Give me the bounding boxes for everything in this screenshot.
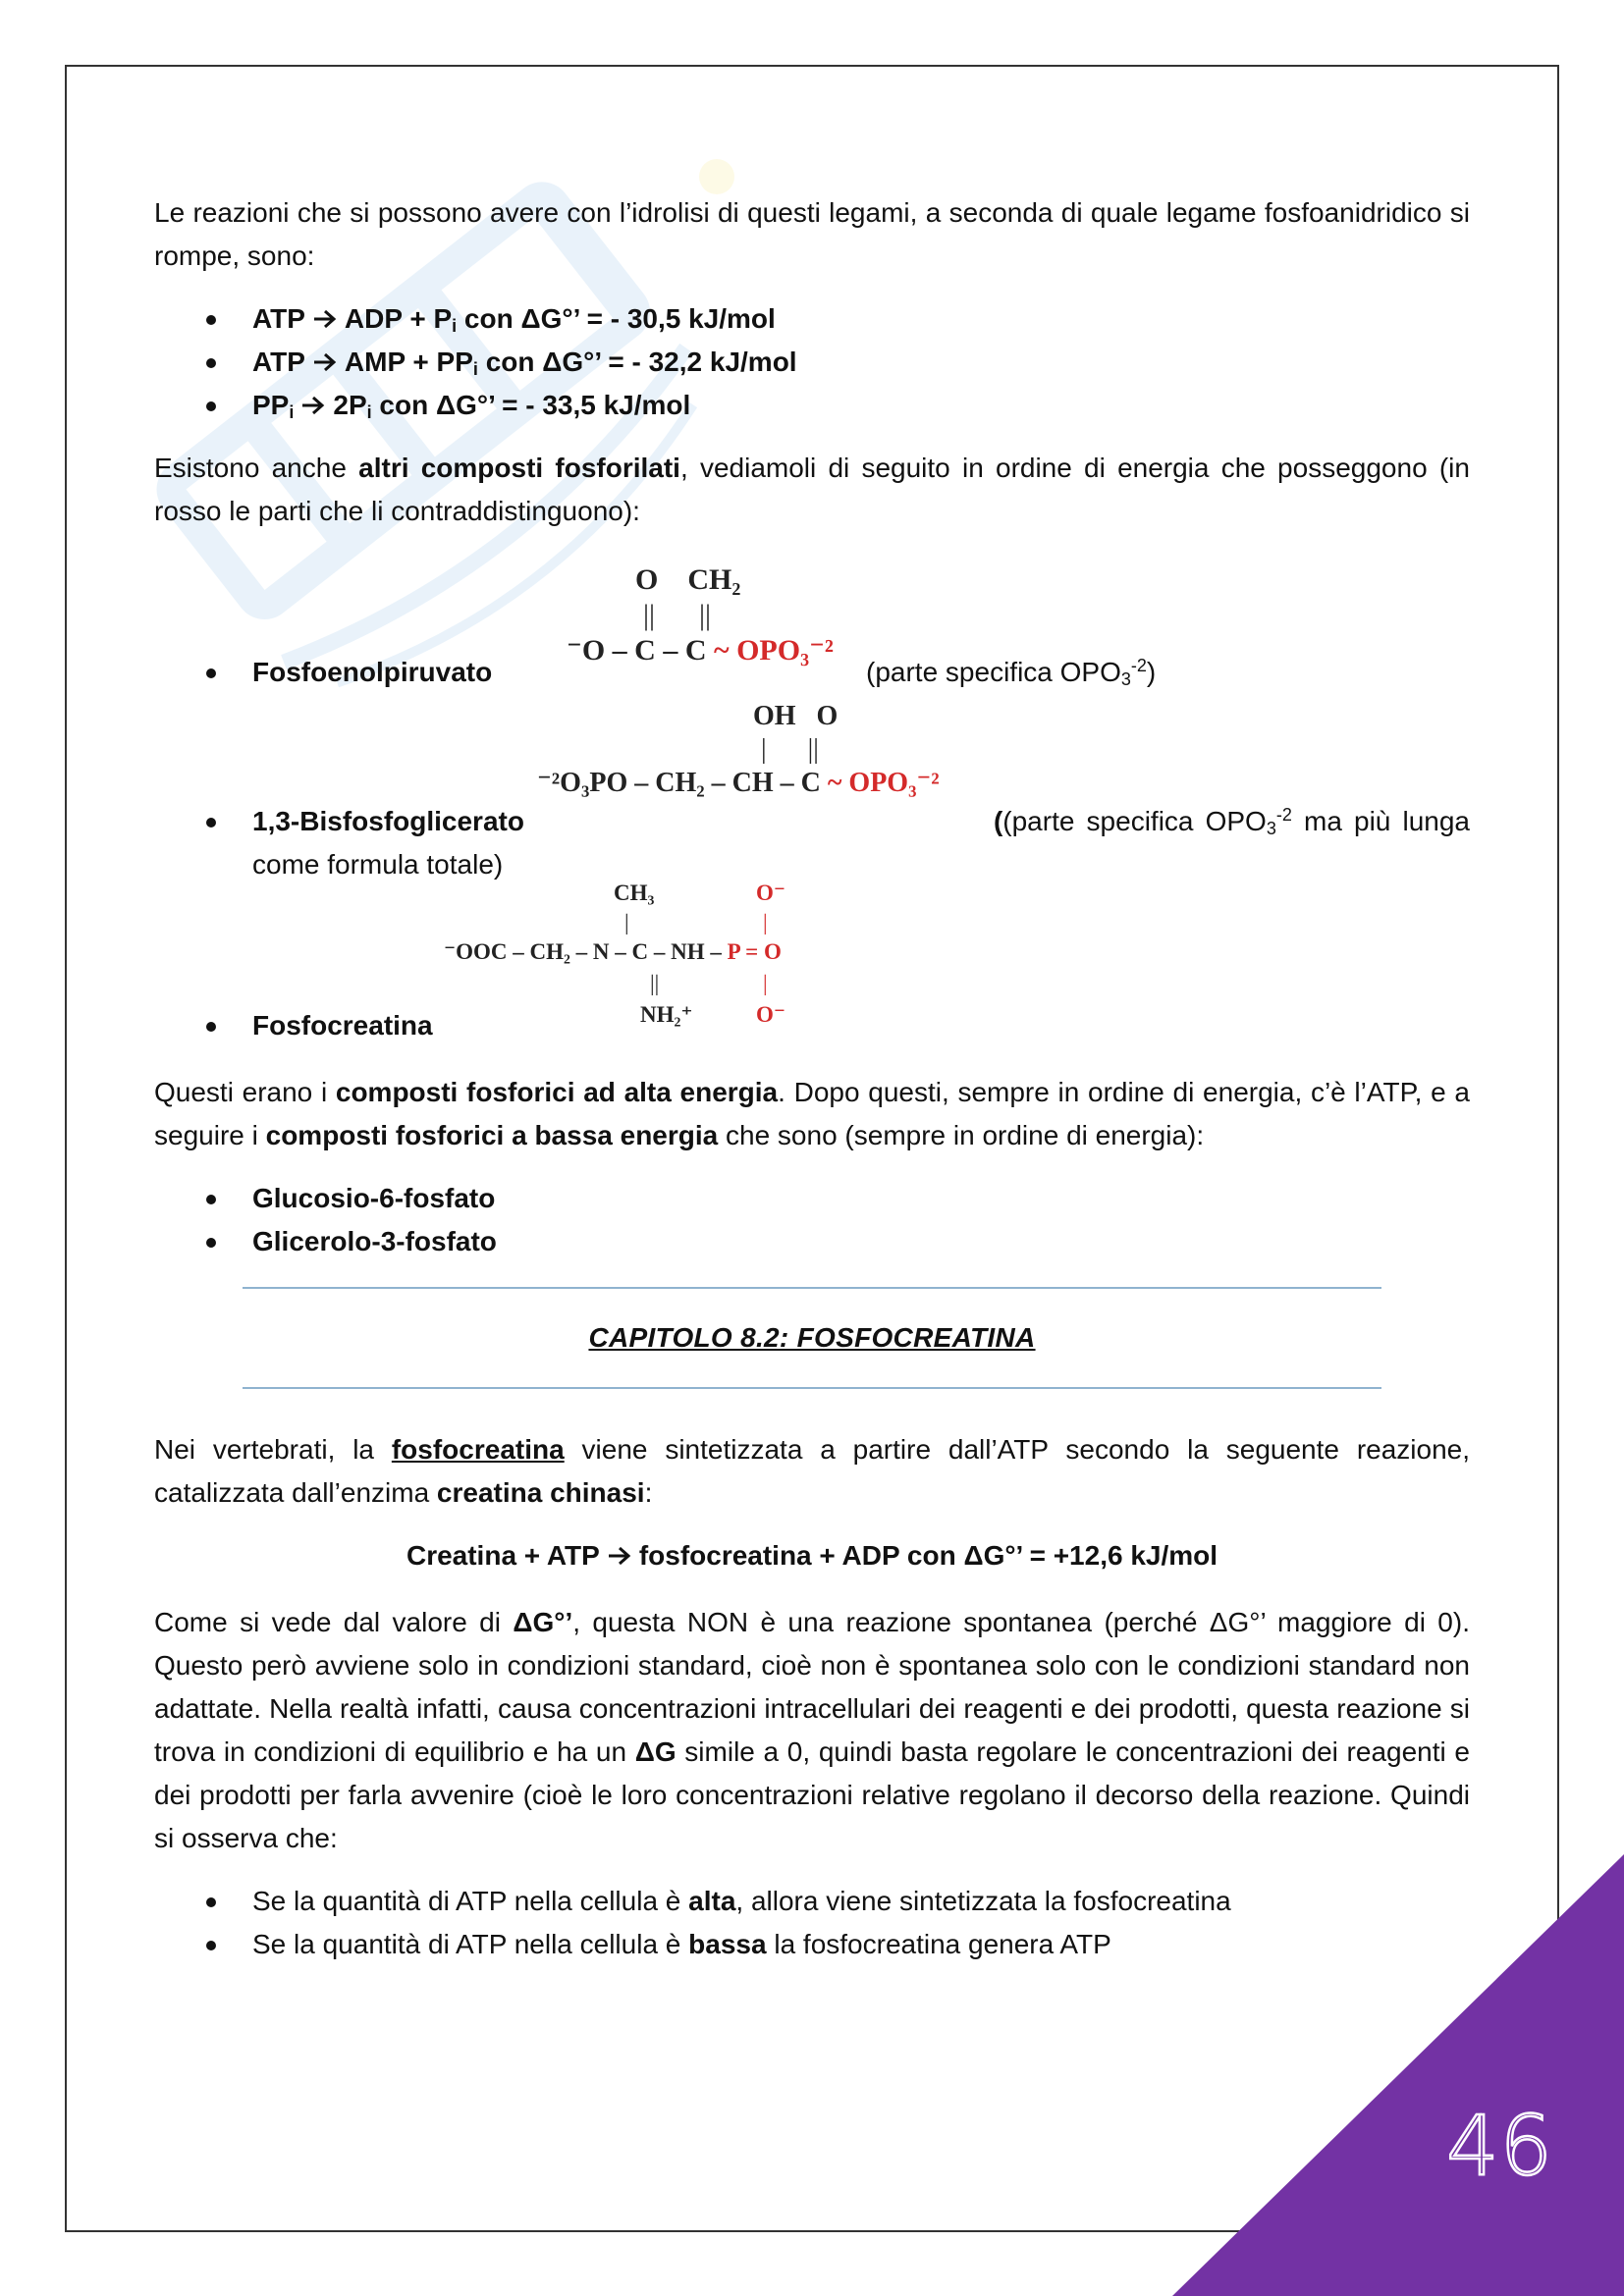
divider-top xyxy=(243,1287,1381,1289)
list-item: 1,3-Bisfosfoglicerato ((parte specifica $OPO_3^{-2}$ ma più lunga come formula totale) xyxy=(154,800,1470,886)
divider-bottom xyxy=(243,1387,1381,1389)
intro-paragraph: Le reazioni che si possono avere con l’idrolisi di questi legami, a seconda di quale legame fosfoanidridico si rompe, sono: xyxy=(154,197,1470,271)
list-item: Fosfocreatina xyxy=(154,1004,1470,1047)
page-content xyxy=(154,191,1470,1986)
list-item: ATP ADP + $P_i$ con ΔG°’ = - 30,5 kJ/mol xyxy=(154,297,1470,341)
vertebrates-paragraph: Nei vertebrati, la fosfocreatina viene sintetizzata a partire dall’ATP secondo la seguente reazione, catalizzata dall’enzima creatina chinasi: xyxy=(154,1434,1471,1508)
list-item: Se la quantità di ATP nella cellula è bassa la fosfocreatina genera ATP xyxy=(154,1923,1470,1966)
pep-note: (parte specifica $OPO_3^{-2}$) xyxy=(866,656,1157,689)
pep-row xyxy=(154,553,1470,700)
bpg-formula: OH O | || ⁻²O₃PO – CH₂ – CH – C ~ OPO₃⁻² xyxy=(537,701,940,798)
arrow-right-icon xyxy=(299,394,327,417)
phosphocreatine-row xyxy=(154,879,1470,1053)
corner-triangle xyxy=(1172,1854,1624,2296)
phosphocreatine-formula: CH₃ O⁻ | | ⁻OOC – CH₂ – N – C – NH – P = O || | NH₂⁺ O⁻ xyxy=(444,881,786,1027)
list-item: $PP_i$ $2P_i$ con ΔG°’ = - 33,5 kJ/mol xyxy=(154,384,1470,427)
explanation-paragraph: Come si vede dal valore di ΔG°’, questa NON è una reazione spontanea (perché ΔG°’ maggiore di 0). Questo però avviene solo in condizioni standard, cioè non è spontanea solo con le condizioni standard non adattate. Nella realtà infatti, causa concentrazioni intracellulari dei reagenti e dei prodotti, questa reazione si trova in condizioni di equilibrio e ha un ΔG simile a 0, quindi basta regolare le concentrazioni dei reagenti e dei prodotti per farla avvenire (cioè le loro concentrazioni relative regolano il decorso della reazione. Quindi si osserva che: xyxy=(154,1607,1470,1853)
list-item: Se la quantità di ATP nella cellula è alta, allora viene sintetizzata la fosfocreatina xyxy=(154,1880,1470,1923)
arrow-right-icon xyxy=(311,350,339,374)
low-energy-list xyxy=(154,1177,1470,1263)
bpg-row xyxy=(154,700,1470,879)
transition-paragraph: Questi erano i composti fosforici ad alta energia. Dopo questi, sempre in ordine di energia, c’è l’ATP, e a seguire i composti fosforici a bassa energia che sono (sempre in ordine di energia): xyxy=(154,1077,1470,1150)
list-item: Glucosio-6-fosfato xyxy=(154,1177,1470,1220)
arrow-right-icon xyxy=(311,307,339,331)
chapter-title: CAPITOLO 8.2: FOSFOCREATINA xyxy=(588,1322,1036,1353)
page-number: 46 xyxy=(1446,2098,1553,2194)
hydrolysis-reaction-list xyxy=(154,297,1470,427)
list-item: ATP AMP + $PP_i$ con ΔG°’ = - 32,2 kJ/mol xyxy=(154,341,1470,384)
pep-formula: O CH₂ || || ⁻O – C – C ~ OPO₃⁻² xyxy=(567,563,834,667)
list-item: Fosfoenolpiruvato (parte specifica $OPO_3^{-2}$) xyxy=(154,651,1470,694)
list-item: Glicerolo-3-fosfato xyxy=(154,1220,1470,1263)
creatine-kinase-equation: Creatina + ATP fosfocreatina + ADP con ΔG°’ = +12,6 kJ/mol xyxy=(406,1540,1218,1571)
chapter-heading xyxy=(154,1287,1470,1389)
other-compounds-paragraph: Esistono anche altri composti fosforilati, vediamoli di seguito in ordine di energia che posseggono (in rosso le parti che li contraddistinguono): xyxy=(154,453,1470,526)
arrow-right-icon xyxy=(606,1544,633,1568)
